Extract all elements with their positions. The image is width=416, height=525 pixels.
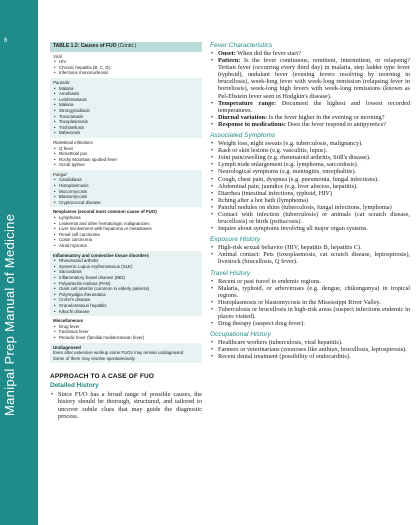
- list-item: [210, 176, 410, 183]
- list-item: [210, 121, 410, 128]
- table-item: • Toxoplasmosis: [53, 119, 199, 125]
- section-list: [210, 278, 410, 328]
- item-text: Document the highest and lowest recorded temperatures.: [218, 99, 410, 114]
- section-heading: Fever Characteristics: [210, 42, 273, 49]
- item-text: Histoplasmosis or blastomycosis in the Mississippi River Valley.: [218, 298, 381, 306]
- list-item: [210, 211, 410, 225]
- table-section-title: Miscellaneous: [53, 318, 84, 324]
- approach-list: [50, 391, 202, 420]
- item-text: High-risk sexual behavior (HIV, hepatitis B, hepatitis C).: [218, 244, 362, 252]
- list-item: [210, 140, 410, 147]
- table-section-list: [53, 258, 199, 314]
- item-text: Recent dental treatment (possibility of endocarditis).: [218, 353, 351, 361]
- item-text: Inquire about symptoms involving all major organ systems.: [218, 225, 368, 233]
- table-item: • Rickettsial pox: [53, 151, 199, 157]
- item-text: When did the fever start?: [235, 50, 301, 57]
- item-label: Onset:: [218, 50, 236, 57]
- table-section: [50, 52, 202, 78]
- table-caption-suffix: (Contd.): [117, 43, 136, 49]
- list-item: [210, 204, 410, 211]
- table-section-title: Parasitic: [53, 79, 70, 85]
- item-text: Is the fever continuous, remittent, intermittent, or relapsing? Tertian fever (occurring every third day) in malaria, step ladder type fever (typhoid), undulant fever (evening fevers resolving by morning in brucellosis), week-long fever with week-long remission (relapsing fever in borreliosis), week-long high fevers with week-long remissions (known as Pel-Ebstein fever seen in Hodgkin's disease).: [218, 57, 410, 100]
- item-label: Pattern:: [218, 57, 241, 65]
- table-item: • Lymphoma: [53, 215, 199, 221]
- table-section-list: [53, 146, 199, 168]
- table-item: • Granulomatous hepatitis: [53, 303, 199, 309]
- list-item: [210, 225, 410, 232]
- item-text: Lymph node enlargement (e.g. lymphoma, sarcoidosis).: [218, 161, 359, 169]
- table-caption: [50, 42, 202, 52]
- item-label: Temperature range:: [218, 99, 277, 107]
- table-section: [50, 343, 202, 364]
- list-item: [210, 299, 410, 306]
- table-item: • Rheumatoid arthritis: [53, 258, 199, 264]
- item-text: Joint pain/swelling (e.g. rheumatoid arthritis, Still's disease).: [218, 154, 371, 162]
- table-item: • Polyarteritis nodosa (PAN): [53, 281, 199, 287]
- table-item: • Chronic hepatitis (B, C, D): [53, 65, 199, 71]
- table-item: • Crohn's disease: [53, 297, 199, 303]
- table-item: • Trichinellosis: [53, 125, 199, 131]
- item-text: Drug therapy (suspect drug fever).: [218, 320, 305, 328]
- table-item: • Amebiasis: [53, 91, 199, 97]
- book-title: Manipal Prep Manual of Medicine: [2, 213, 17, 417]
- list-item: [210, 353, 410, 360]
- left-column: [50, 42, 202, 420]
- chapter-sidebar: [0, 0, 38, 525]
- list-item: [210, 197, 410, 204]
- item-text: Neurological symptoms (e.g. meningitis, encephalitis).: [218, 168, 357, 176]
- list-item: [210, 147, 410, 154]
- table-item: • Malaria: [53, 102, 199, 108]
- table-item: • Cryptococcal disease: [53, 200, 199, 206]
- table-section-list: [53, 324, 199, 341]
- table-section: [50, 170, 202, 208]
- table-item: • Strongyloidiasis: [53, 108, 199, 114]
- table-section-list: [53, 59, 199, 76]
- section-heading: Travel History: [210, 269, 251, 277]
- approach-heading: APPROACH TO A CASE OF FUO: [50, 373, 155, 381]
- table-item: • Malaria: [53, 86, 199, 92]
- table-section: [50, 138, 202, 170]
- table-item: • Mucormycosis: [53, 189, 199, 195]
- table-caption-text: TABLE 1.2: Causes of FUO: [53, 43, 117, 49]
- approach-bullet: • Since FUO has a broad range of possible causes, the history should be thorough, structured, and tailored to uncover subtle clues that may guide the diagnostic process.: [50, 391, 202, 420]
- table-item: • Sarcoidosis: [53, 269, 199, 275]
- table-item: • Leishmaniasis: [53, 97, 199, 103]
- section-list: [210, 339, 410, 360]
- table-item: • Kikuchi disease: [53, 309, 199, 315]
- list-item: [210, 154, 410, 161]
- list-item: [210, 114, 410, 121]
- item-text: Itching after a hot bath (lymphoma): [218, 196, 309, 204]
- item-text: Rash or skin lesions (e.g. vasculitis, lupus).: [218, 147, 328, 155]
- table-item: • Q fever: [53, 146, 199, 152]
- section-list: [210, 140, 410, 232]
- item-text: Animal contact: Pets (toxoplasmosis, cat scratch disease, leptospirosis), livestock (brucellosis, Q fever).: [218, 251, 410, 266]
- table-section-list: [53, 177, 199, 205]
- table-item: • Babesiosis: [53, 130, 199, 136]
- item-text: Abdominal pain, jaundice (e.g. liver abscess, hepatitis).: [218, 182, 358, 190]
- section-list: [210, 50, 410, 128]
- table-body: [50, 52, 202, 364]
- table-section-title: Viral: [53, 53, 62, 59]
- table-section-list: [53, 215, 199, 249]
- item-text: Is the fever higher in the evening or morning?: [267, 113, 385, 121]
- list-item: [210, 100, 410, 114]
- list-item: [210, 278, 410, 285]
- item-text: Recent or past travel to endemic regions.: [218, 277, 321, 285]
- table-item: • Infectious mononucleosis: [53, 70, 199, 76]
- item-text: Farmers or veterinarians (zoonoses like anthrax, brucellosis, leptospirosis).: [218, 346, 407, 354]
- table-item: • Giant cell arteritis (common in elderly patients): [53, 286, 199, 292]
- table-item: • Periodic fever (familial mediterranean fever): [53, 335, 199, 341]
- item-label: Diurnal variation:: [218, 113, 268, 121]
- table-section-title: Inflammatory and connective tissue disorders: [53, 252, 149, 258]
- table-item: • Scrub typhus: [53, 162, 199, 168]
- list-item: [210, 50, 410, 57]
- item-text: Does the fever respond to antipyretics?: [285, 120, 386, 128]
- item-text: Contact with infection (tuberculosis) or animals (cat scratch disease, brucellosis) or birds (psittacosis).: [218, 210, 410, 226]
- item-text: Tuberculosis or brucellosis in high-risk areas (suspect infections endemic in places visited).: [218, 305, 410, 320]
- section-heading: Exposure History: [210, 236, 261, 244]
- table-item: • Blastomycosis: [53, 194, 199, 200]
- table-item: • Colon carcinoma: [53, 237, 199, 243]
- table-section-title: Neoplasms (second most common cause of FUO): [53, 209, 157, 215]
- item-text: Healthcare workers (tuberculosis, viral hepatitis).: [218, 339, 343, 347]
- list-item: [210, 190, 410, 197]
- list-item: [210, 251, 410, 265]
- item-label: Response to medications:: [218, 120, 286, 128]
- table-section: [50, 78, 202, 138]
- table-section-title: Fungal: [53, 171, 67, 177]
- table-item: • Histoplasmosis: [53, 183, 199, 189]
- table-item: • HIV: [53, 59, 199, 65]
- causes-table: [50, 42, 202, 363]
- item-text: Cough, chest pain, dyspnea (e.g. pneumonia, fungal infections).: [218, 175, 379, 183]
- table-item: • Factitious fever: [53, 329, 199, 335]
- table-item: • Candidiasis: [53, 177, 199, 183]
- table-section-list: [53, 86, 199, 136]
- item-text: Malaria, typhoid, or arboviruses (e.g. dengue, chikungunya) in tropical regions.: [218, 284, 410, 299]
- table-item: • Drug fever: [53, 324, 199, 330]
- table-item: • Systemic Lupus erythematosus (SLE): [53, 264, 199, 270]
- list-item: [210, 183, 410, 190]
- item-text: Weight loss, night sweats (e.g. tuberculosis, malignancy).: [218, 140, 363, 148]
- table-item: • Polymyalgia rheumatica: [53, 292, 199, 298]
- item-text: Painful nodules on shins (tuberculosis, fungal infections, lymphoma): [218, 203, 392, 211]
- list-item: [210, 244, 410, 251]
- table-item: • Toxocariasis: [53, 114, 199, 120]
- section-heading: Associated Symptoms: [210, 132, 276, 140]
- table-section-title: Undiagnosed: [53, 344, 81, 350]
- item-text: Diarrhea (intestinal infections, typhoid, HIV): [218, 189, 333, 197]
- table-section: [50, 316, 202, 342]
- section-heading: Occupational History: [210, 331, 271, 339]
- list-item: [210, 320, 410, 327]
- right-column: [210, 42, 410, 360]
- list-item: [210, 161, 410, 168]
- table-section: [50, 207, 202, 250]
- table-item: • Renal cell carcinoma: [53, 232, 199, 238]
- table-section: [50, 251, 202, 317]
- list-item: [210, 306, 410, 320]
- detailed-history-heading: Detailed History: [50, 382, 99, 390]
- table-item: • Rocky Mountain spotted fever: [53, 157, 199, 163]
- table-item: • Leukemia and other hematologic malignancies: [53, 221, 199, 227]
- table-note: Some of them may resolve spontaneously.: [53, 355, 136, 361]
- list-item: [210, 285, 410, 299]
- table-item: • Liver involvement with hepatoma or metastases: [53, 226, 199, 232]
- list-item: [210, 339, 410, 346]
- list-item: [210, 57, 410, 100]
- section-list: [210, 244, 410, 265]
- table-section-title: Rickettsial infections: [53, 139, 93, 145]
- table-note: Even after extensive workup some FUOs may remain undiagnosed.: [53, 350, 185, 356]
- page-number: 6: [4, 38, 8, 44]
- table-item: • Atrial myxoma: [53, 243, 199, 249]
- table-item: • Inflammatory bowel disease (IBD): [53, 275, 199, 281]
- list-item: [210, 346, 410, 353]
- list-item: [210, 168, 410, 175]
